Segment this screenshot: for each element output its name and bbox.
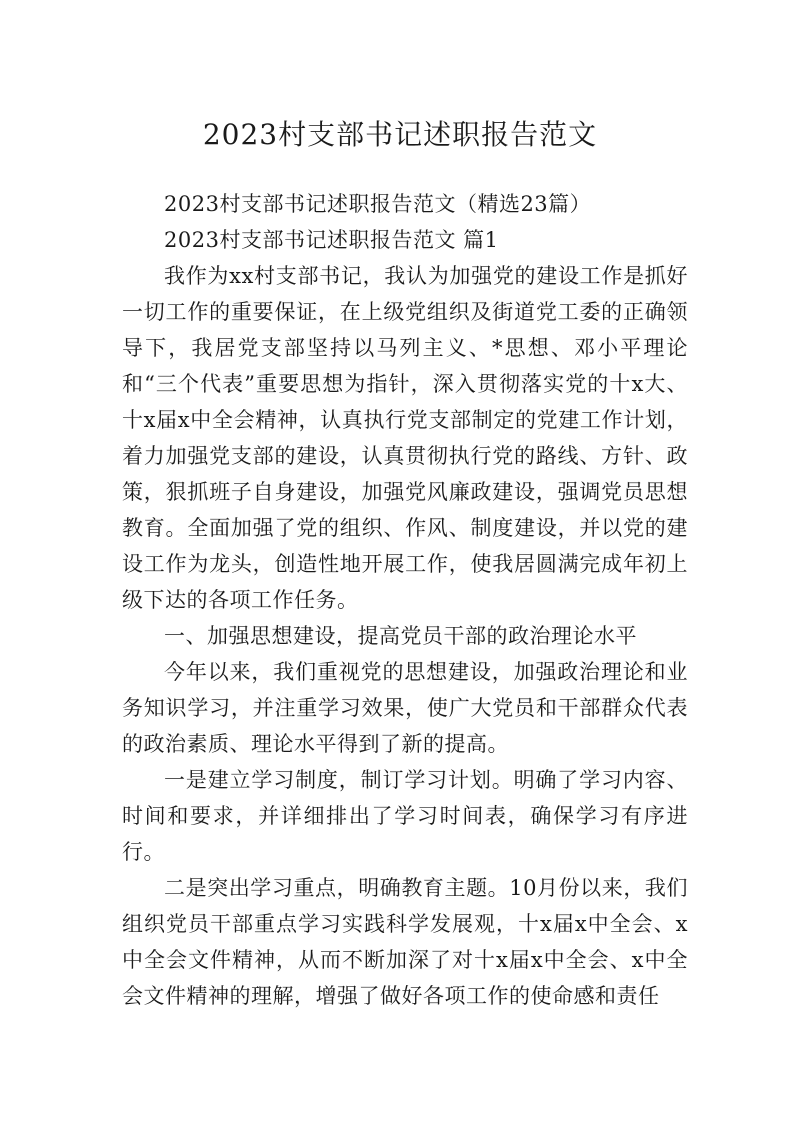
document-title: 2023村支部书记述职报告范文	[202, 117, 598, 151]
subtitle-paragraph: 2023村支部书记述职报告范文（精选23篇）	[164, 192, 592, 216]
body-paragraph: 一是建立学习制度，制订学习计划。明确了学习内容、时间和要求，并详细排出了学习时间表，确保学习有序进行。	[122, 768, 688, 864]
body-paragraph: 我作为xx村支部书记，我认为加强党的建设工作是抓好一切工作的重要保证，在上级党组织及街道党工委的正确领导下，我居党支部坚持以马列主义、*思想、邓小平理论和“三个代表”重要思想为指针，深入贯彻落实党的十x大、十x届x中全会精神，认真执行党支部制定的党建工作计划，着力加强党支部的建设，认真贯彻执行党的路线、方针、政策，狠抓班子自身建设，加强党风廉政建设，强调党员思想教育。全面加强了党的组织、作风、制度建设，并以党的建设工作为龙头，创造性地开展工作，使我居圆满完成年初上级下达的各项工作任务。	[122, 264, 688, 612]
section-heading: 一、加强思想建设，提高党员干部的政治理论水平	[164, 624, 637, 648]
body-paragraph: 二是突出学习重点，明确教育主题。10月份以来，我们组织党员干部重点学习实践科学发展观，十x届x中全会、x中全会文件精神，从而不断加深了对十x届x中全会、x中全会文件精神的理解，增强了做好各项工作的使命感和责任	[122, 876, 688, 1008]
body-paragraph: 今年以来，我们重视党的思想建设，加强政治理论和业务知识学习，并注重学习效果，使广大党员和干部群众代表的政治素质、理论水平得到了新的提高。	[122, 660, 688, 756]
document-body	[122, 186, 688, 1014]
section-label-paragraph: 2023村支部书记述职报告范文 篇1	[164, 228, 499, 252]
